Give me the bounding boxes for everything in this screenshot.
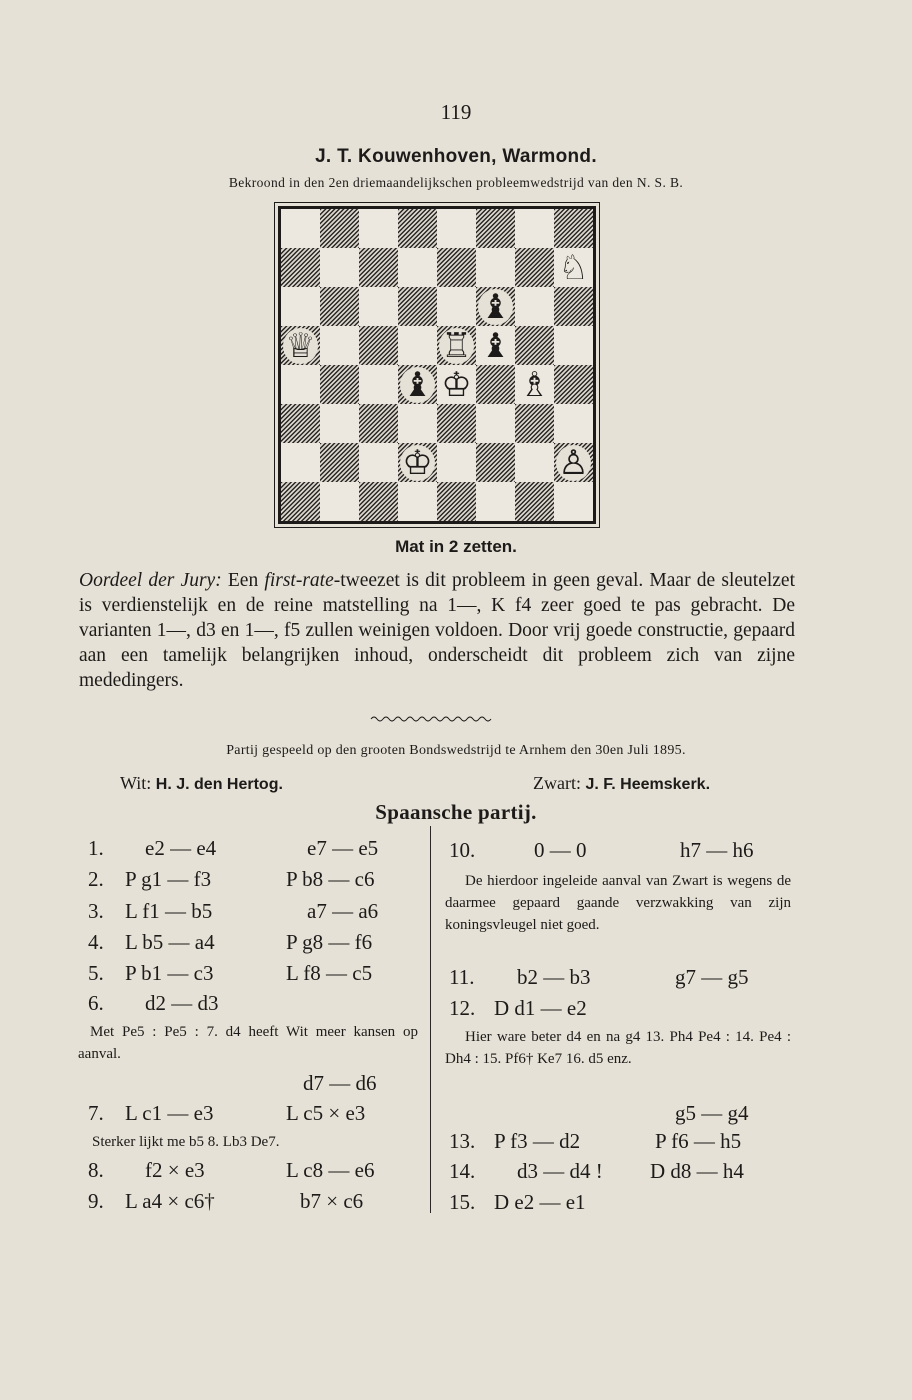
board-square [359,365,398,404]
black-name: J. F. Heemskerk. [585,776,711,793]
white-move: L b5 — a4 [125,930,215,954]
board-square [515,365,554,404]
board-square [281,443,320,482]
white-pawn-icon: ♙ [558,442,589,483]
board-square [476,404,515,443]
board-square [281,326,320,365]
board-square [398,248,437,287]
board-square [437,404,476,443]
board-square [437,326,476,365]
annotation: De hierdoor ingeleide aanval van Zwart is wegens de daarmee gepaard gaande verzwakking van zijn koningsvleugel niet goed. [445,873,791,933]
white-queen-icon: ♕ [285,325,316,366]
annotation: Hier ware beter d4 en na g4 13. Ph4 Pe4 : 14. Pe4 : Dh4 : 15. Pf6† Ke7 16. d5 enz. [445,1029,791,1067]
black-move: D d8 — h4 [650,1159,744,1183]
move-number: 7. [88,1101,104,1125]
board-square [437,482,476,521]
board-square [476,209,515,248]
white-label: Wit: [120,773,152,793]
white-move: b2 — b3 [517,965,591,989]
board-square [359,326,398,365]
board-square [320,365,359,404]
board-square [437,287,476,326]
board-square [515,482,554,521]
board-square [515,248,554,287]
board-square [554,248,593,287]
board-square [476,248,515,287]
move-number: 8. [88,1158,104,1182]
board-square [359,248,398,287]
board-square [320,209,359,248]
board-square [320,443,359,482]
annotation: Sterker lijkt me b5 8. Lb3 De7. [92,1134,280,1150]
black-move: g7 — g5 [675,965,749,989]
board-square [398,287,437,326]
white-move: D d1 — e2 [494,996,587,1020]
black-bishop-icon: ♝ [480,286,511,327]
black-move: P g8 — f6 [286,930,373,954]
verdict-text-1: Een [221,570,265,591]
board-square [554,209,593,248]
board-square [515,443,554,482]
black-move: d7 — d6 [303,1071,377,1095]
black-bishop-icon: ♝ [480,325,511,366]
board-square [398,326,437,365]
opening-title: Spaansche partij. [375,800,537,824]
board-square [320,248,359,287]
black-move: P f6 — h5 [655,1129,742,1153]
move-number: 6. [88,991,104,1015]
board-square [398,365,437,404]
annotation: Met Pe5 : Pe5 : 7. d4 heeft Wit meer kansen op aanval. [78,1024,418,1062]
board-square [554,365,593,404]
black-move: g5 — g4 [675,1101,749,1125]
white-rook-icon: ♖ [441,325,472,366]
jury-verdict [79,568,795,693]
black-move: P b8 — c6 [286,867,375,891]
white-move: P b1 — c3 [125,961,214,985]
board-square [476,482,515,521]
white-move: L f1 — b5 [125,899,213,923]
board-square [554,326,593,365]
white-king-icon: ♔ [441,364,472,405]
board-square [281,248,320,287]
board-square [281,209,320,248]
problem-subtitle: Bekroond in den 2en driemaandelijkschen probleemwedstrijd van den N. S. B. [228,175,684,190]
board-square [320,404,359,443]
black-player [533,773,710,794]
board-square [398,209,437,248]
move-number: 10. [449,838,476,862]
board-square [398,443,437,482]
match-info: Partij gespeeld op den grooten Bondswedstrijd te Arnhem den 30en Juli 1895. [226,743,686,758]
white-name: H. J. den Hertog. [155,776,283,793]
board-square [437,365,476,404]
section-divider [370,714,492,724]
board-square [554,443,593,482]
move-number: 4. [88,930,104,954]
white-move: L c1 — e3 [125,1101,214,1125]
verdict-emphasis: first-rate [264,570,334,591]
board-square [515,326,554,365]
black-bishop-icon: ♝ [402,364,433,405]
black-move: L c8 — e6 [286,1158,375,1182]
board-square [281,287,320,326]
board-square [281,365,320,404]
white-king-icon: ♔ [402,442,433,483]
white-player [120,773,283,794]
white-move: L a4 × c6† [125,1189,215,1213]
black-label: Zwart: [533,773,581,793]
board-square [320,482,359,521]
black-move: a7 — a6 [307,899,379,923]
chess-diagram [278,206,596,524]
move-number: 12. [449,996,476,1020]
board-square [359,209,398,248]
move-number: 15. [449,1190,476,1214]
verdict-lead: Oordeel der Jury: [79,570,222,591]
white-move: d2 — d3 [145,991,219,1015]
board-square [437,443,476,482]
black-move: L f8 — c5 [286,961,373,985]
board-square [515,209,554,248]
black-move: h7 — h6 [680,838,754,862]
page-number: 119 [440,100,472,124]
board-square [515,287,554,326]
board-square [398,482,437,521]
black-move: b7 × c6 [300,1189,364,1213]
white-move: P g1 — f3 [125,867,212,891]
white-move: P f3 — d2 [494,1129,581,1153]
move-number: 13. [449,1129,476,1153]
white-move: f2 × e3 [145,1158,205,1182]
board-square [359,482,398,521]
board-square [476,326,515,365]
white-move: d3 — d4 ! [517,1159,603,1183]
board-square [320,287,359,326]
problem-caption: Mat in 2 zetten. [395,537,517,556]
black-move: e7 — e5 [307,836,379,860]
move-number: 14. [449,1159,476,1183]
black-move: L c5 × e3 [286,1101,366,1125]
board-square [476,365,515,404]
board-square [281,482,320,521]
board-square [515,404,554,443]
move-number: 2. [88,867,104,891]
white-bishop-icon: ♗ [519,364,550,405]
board-square [554,404,593,443]
board-square [437,248,476,287]
board-square [281,404,320,443]
verdict-text-2: -tweezet is dit probleem in geen geval. Maar de sleutelzet is verdienstelijk en de reine matstelling na 1—, K f4 zeer goed te pas gebracht. De varianten 1—, d3 en 1—, f5 zullen weinigen voldoen. Door vrij goede constructie, gepaard aan een tamelijk belangrijken inhoud, onderscheidt dit probleem zich van zijne mededingers. [79,570,795,691]
move-number: 3. [88,899,104,923]
white-move: e2 — e4 [145,836,217,860]
board-square [359,443,398,482]
board-square [320,326,359,365]
column-divider [430,826,431,1213]
move-number: 1. [88,836,104,860]
board-square [554,482,593,521]
move-number: 9. [88,1189,104,1213]
board-square [554,287,593,326]
move-number: 11. [449,965,475,989]
board-square [359,287,398,326]
board-square [476,443,515,482]
board-square [476,287,515,326]
white-knight-icon: ♘ [558,247,589,288]
board-square [398,404,437,443]
move-number: 5. [88,961,104,985]
white-move: D e2 — e1 [494,1190,586,1214]
board-square [359,404,398,443]
problem-author: J. T. Kouwenhoven, Warmond. [315,146,597,167]
white-move: 0 — 0 [534,838,587,862]
board-square [437,209,476,248]
